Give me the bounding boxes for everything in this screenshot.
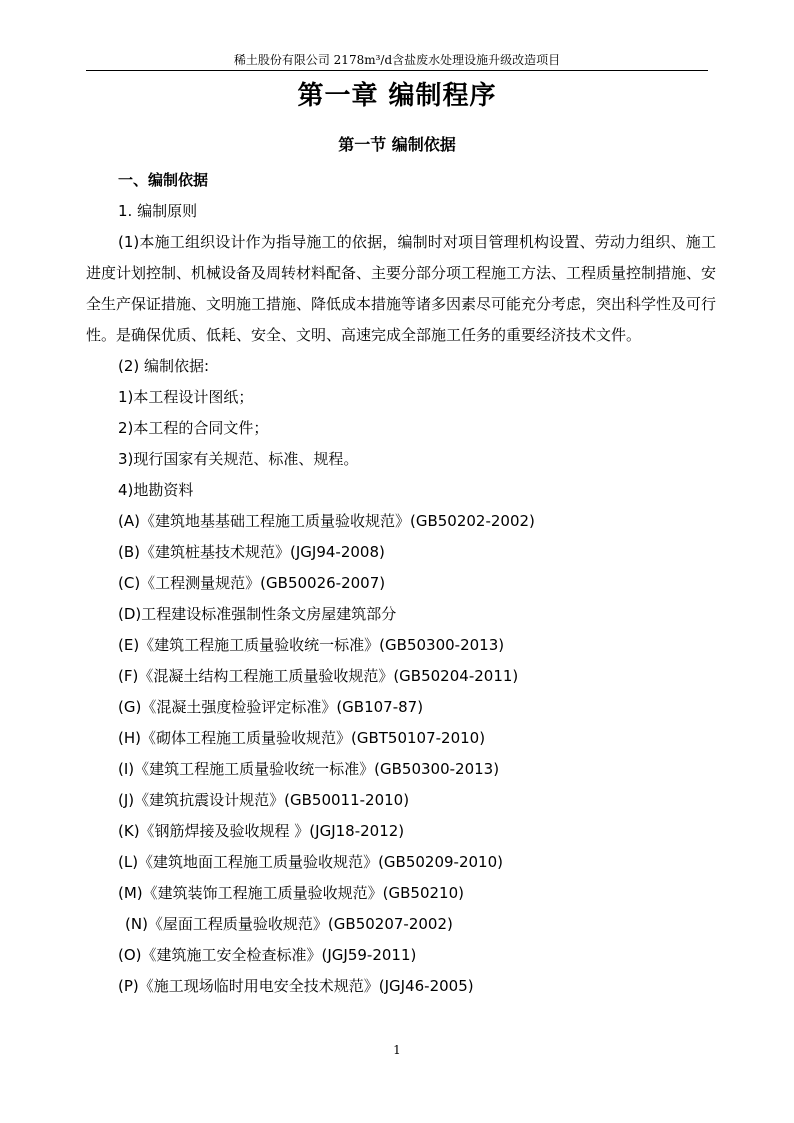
section-title: 第一节 编制依据 bbox=[338, 135, 456, 154]
standard-item: (I)《建筑工程施工质量验收统一标准》(GB50300-2013) bbox=[118, 760, 500, 778]
standard-item: (P)《施工现场临时用电安全技术规范》(JGJ46-2005) bbox=[118, 977, 474, 995]
page-header: 稀土股份有限公司 2178m³/d含盐废水处理设施升级改造项目 bbox=[233, 53, 561, 67]
standard-item: (M)《建筑装饰工程施工质量验收规范》(GB50210) bbox=[118, 884, 464, 902]
basis-item: 4)地勘资料 bbox=[118, 481, 194, 499]
document-body bbox=[86, 196, 716, 1002]
standard-item: (J)《建筑抗震设计规范》(GB50011-2010) bbox=[118, 791, 410, 809]
standard-item: (F)《混凝土结构工程施工质量验收规范》(GB50204-2011) bbox=[118, 667, 519, 685]
principle-label: 1. 编制原则 bbox=[118, 202, 198, 220]
header-rule bbox=[86, 70, 708, 71]
basis-item: 1)本工程设计图纸； bbox=[118, 388, 254, 406]
principle-paragraph: (1)本施工组织设计作为指导施工的依据，编制时对项目管理机构设置、劳动力组织、施工进度计划控制、机械设备及周转材料配备、主要分部分项工程施工方法、工程质量控制措施、安全生产保证措施、文明施工措施、降低成本措施等诸多因素尽可能充分考虑，突出科学性及可行性。是确保优质、低耗、安全、文明、高速完成全部施工任务的重要经济技术文件。 bbox=[86, 233, 717, 344]
heading: 一、编制依据 bbox=[118, 171, 209, 189]
standard-item: (H)《砌体工程施工质量验收规范》(GBT50107-2010) bbox=[118, 729, 486, 747]
chapter-title: 第一章 编制程序 bbox=[297, 81, 497, 111]
standard-item: (L)《建筑地面工程施工质量验收规范》(GB50209-2010) bbox=[118, 853, 503, 871]
page-number: 1 bbox=[393, 1043, 401, 1057]
basis-label: (2) 编制依据: bbox=[118, 357, 210, 375]
basis-item: 3)现行国家有关规范、标准、规程。 bbox=[118, 450, 359, 468]
standard-item: (N)《屋面工程质量验收规范》(GB50207-2002) bbox=[125, 915, 453, 933]
standard-item: (D)工程建设标准强制性条文房屋建筑部分 bbox=[118, 605, 397, 623]
standard-item: (K)《钢筋焊接及验收规程 》(JGJ18-2012) bbox=[118, 822, 405, 840]
standard-item: (B)《建筑桩基技术规范》(JGJ94-2008) bbox=[118, 543, 385, 561]
standard-item: (A)《建筑地基基础工程施工质量验收规范》(GB50202-2002) bbox=[118, 512, 535, 530]
basis-item: 2)本工程的合同文件； bbox=[118, 419, 269, 437]
standard-item: (G)《混凝土强度检验评定标准》(GB107-87) bbox=[118, 698, 424, 716]
standard-item: (E)《建筑工程施工质量验收统一标准》(GB50300-2013) bbox=[118, 636, 505, 654]
standard-item: (O)《建筑施工安全检查标准》(JGJ59-2011) bbox=[118, 946, 417, 964]
standard-item: (C)《工程测量规范》(GB50026-2007) bbox=[118, 574, 386, 592]
